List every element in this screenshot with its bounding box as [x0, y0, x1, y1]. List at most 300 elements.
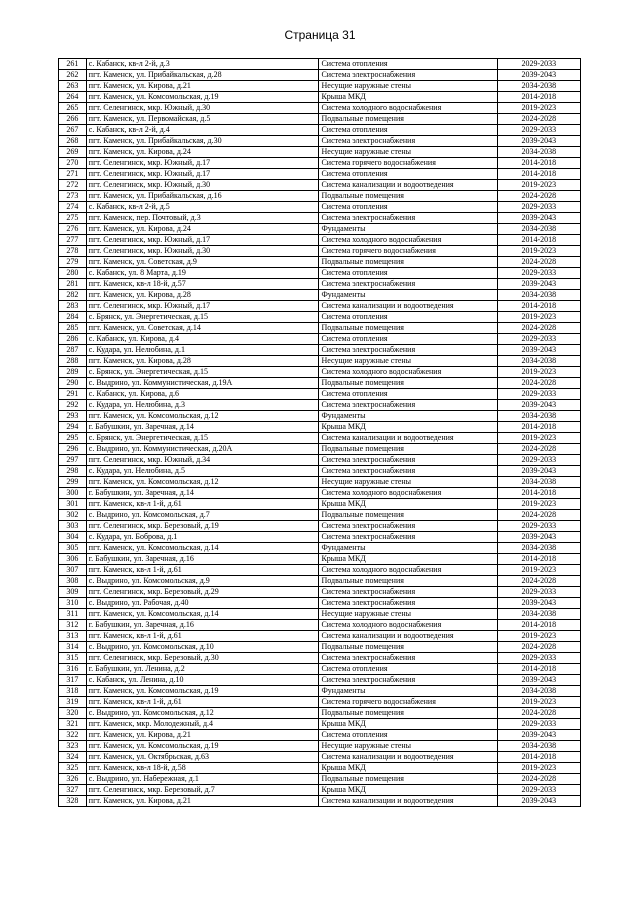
row-number-cell: 318: [59, 686, 87, 697]
period-cell: 2039-2043: [497, 213, 580, 224]
address-cell: с. Кабанск, ул. Кирова, д.6: [86, 389, 319, 400]
system-cell: Система электроснабжения: [319, 521, 497, 532]
period-cell: 2019-2023: [497, 433, 580, 444]
system-cell: Система отопления: [319, 730, 497, 741]
period-cell: 2019-2023: [497, 763, 580, 774]
row-number-cell: 282: [59, 290, 87, 301]
system-cell: Система электроснабжения: [319, 136, 497, 147]
table-row: [59, 169, 581, 180]
system-cell: Подвальные помещения: [319, 510, 497, 521]
address-cell: с. Брянск, ул. Энергетическая, д.15: [86, 367, 319, 378]
table-row: [59, 356, 581, 367]
period-cell: 2029-2033: [497, 785, 580, 796]
system-cell: Крыша МКД: [319, 763, 497, 774]
row-number-cell: 265: [59, 103, 87, 114]
period-cell: 2034-2038: [497, 741, 580, 752]
table-row: [59, 576, 581, 587]
address-cell: пгт. Селенгинск, мкр. Южный, д.30: [86, 180, 319, 191]
address-cell: пгт. Каменск, ул. Кирова, д.21: [86, 730, 319, 741]
table-row: [59, 147, 581, 158]
system-cell: Система электроснабжения: [319, 455, 497, 466]
table-row: [59, 455, 581, 466]
address-cell: пгт. Каменск, мкр. Молодежный, д.4: [86, 719, 319, 730]
row-number-cell: 262: [59, 70, 87, 81]
table-row: [59, 59, 581, 70]
row-number-cell: 267: [59, 125, 87, 136]
address-cell: с. Кабанск, ул. Ленина, д.10: [86, 675, 319, 686]
table-row: [59, 235, 581, 246]
table-row: [59, 532, 581, 543]
row-number-cell: 279: [59, 257, 87, 268]
table-row: [59, 279, 581, 290]
work-schedule-table: [58, 58, 581, 807]
row-number-cell: 326: [59, 774, 87, 785]
table-row: [59, 466, 581, 477]
table-row: [59, 554, 581, 565]
table-body: [59, 59, 581, 807]
table-row: [59, 411, 581, 422]
address-cell: пгт. Каменск, ул. Кирова, д.21: [86, 81, 319, 92]
row-number-cell: 270: [59, 158, 87, 169]
system-cell: Фундаменты: [319, 224, 497, 235]
system-cell: Система канализации и водоотведения: [319, 433, 497, 444]
table-row: [59, 477, 581, 488]
table-row: [59, 444, 581, 455]
table-row: [59, 224, 581, 235]
row-number-cell: 297: [59, 455, 87, 466]
system-cell: Система отопления: [319, 268, 497, 279]
table-row: [59, 202, 581, 213]
table-row: [59, 785, 581, 796]
system-cell: Система электроснабжения: [319, 466, 497, 477]
row-number-cell: 292: [59, 400, 87, 411]
system-cell: Крыша МКД: [319, 499, 497, 510]
system-cell: Система холодного водоснабжения: [319, 565, 497, 576]
system-cell: Система горячего водоснабжения: [319, 697, 497, 708]
address-cell: с. Кудара, ул. Нелюбина, д.1: [86, 345, 319, 356]
system-cell: Подвальные помещения: [319, 191, 497, 202]
page-title: Страница 31: [284, 28, 356, 42]
address-cell: с. Кабанск, ул. 8 Марта, д.19: [86, 268, 319, 279]
row-number-cell: 293: [59, 411, 87, 422]
address-cell: с. Выдрино, ул. Коммунистическая, д.19А: [86, 378, 319, 389]
table-row: [59, 664, 581, 675]
row-number-cell: 325: [59, 763, 87, 774]
row-number-cell: 289: [59, 367, 87, 378]
system-cell: Фундаменты: [319, 290, 497, 301]
address-cell: пгт. Селенгинск, мкр. Березовый, д.7: [86, 785, 319, 796]
period-cell: 2024-2028: [497, 708, 580, 719]
address-cell: пгт. Селенгинск, мкр. Южный, д.34: [86, 455, 319, 466]
row-number-cell: 316: [59, 664, 87, 675]
period-cell: 2019-2023: [497, 180, 580, 191]
row-number-cell: 304: [59, 532, 87, 543]
address-cell: пгт. Каменск, ул. Кирова, д.28: [86, 290, 319, 301]
system-cell: Система отопления: [319, 202, 497, 213]
system-cell: Система канализации и водоотведения: [319, 631, 497, 642]
system-cell: Несущие наружные стены: [319, 356, 497, 367]
row-number-cell: 298: [59, 466, 87, 477]
system-cell: Крыша МКД: [319, 92, 497, 103]
system-cell: Система канализации и водоотведения: [319, 752, 497, 763]
period-cell: 2014-2018: [497, 92, 580, 103]
system-cell: Система холодного водоснабжения: [319, 620, 497, 631]
table-row: [59, 653, 581, 664]
address-cell: пгт. Каменск, ул. Кирова, д.24: [86, 224, 319, 235]
row-number-cell: 324: [59, 752, 87, 763]
table-row: [59, 389, 581, 400]
system-cell: Крыша МКД: [319, 554, 497, 565]
row-number-cell: 281: [59, 279, 87, 290]
period-cell: 2019-2023: [497, 367, 580, 378]
table-row: [59, 136, 581, 147]
address-cell: с. Кабанск, кв-л 2-й, д.5: [86, 202, 319, 213]
table-row: [59, 774, 581, 785]
system-cell: Система холодного водоснабжения: [319, 103, 497, 114]
system-cell: Крыша МКД: [319, 719, 497, 730]
system-cell: Система электроснабжения: [319, 675, 497, 686]
period-cell: 2039-2043: [497, 70, 580, 81]
row-number-cell: 288: [59, 356, 87, 367]
period-cell: 2029-2033: [497, 268, 580, 279]
address-cell: с. Кудара, ул. Нелюбина, д.3: [86, 400, 319, 411]
address-cell: пгт. Каменск, ул. Комсомольская, д.19: [86, 92, 319, 103]
system-cell: Несущие наружные стены: [319, 81, 497, 92]
address-cell: с. Брянск, ул. Энергетическая, д.15: [86, 312, 319, 323]
period-cell: 2019-2023: [497, 499, 580, 510]
period-cell: 2024-2028: [497, 323, 580, 334]
address-cell: пгт. Каменск, ул. Прибайкальская, д.30: [86, 136, 319, 147]
table-row: [59, 92, 581, 103]
table-row: [59, 587, 581, 598]
table-row: [59, 81, 581, 92]
period-cell: 2034-2038: [497, 290, 580, 301]
system-cell: Система электроснабжения: [319, 345, 497, 356]
table-row: [59, 125, 581, 136]
system-cell: Подвальные помещения: [319, 576, 497, 587]
period-cell: 2014-2018: [497, 422, 580, 433]
system-cell: Система канализации и водоотведения: [319, 796, 497, 807]
system-cell: Несущие наружные стены: [319, 609, 497, 620]
system-cell: Система электроснабжения: [319, 587, 497, 598]
row-number-cell: 300: [59, 488, 87, 499]
address-cell: пгт. Каменск, ул. Комсомольская, д.12: [86, 411, 319, 422]
period-cell: 2034-2038: [497, 686, 580, 697]
system-cell: Подвальные помещения: [319, 444, 497, 455]
row-number-cell: 280: [59, 268, 87, 279]
system-cell: Система отопления: [319, 125, 497, 136]
system-cell: Система канализации и водоотведения: [319, 180, 497, 191]
row-number-cell: 261: [59, 59, 87, 70]
address-cell: с. Выдрино, ул. Комсомольская, д.9: [86, 576, 319, 587]
system-cell: Система электроснабжения: [319, 213, 497, 224]
period-cell: 2024-2028: [497, 114, 580, 125]
period-cell: 2029-2033: [497, 125, 580, 136]
period-cell: 2039-2043: [497, 598, 580, 609]
table-row: [59, 730, 581, 741]
row-number-cell: 294: [59, 422, 87, 433]
address-cell: с. Брянск, ул. Энергетическая, д.15: [86, 433, 319, 444]
table-row: [59, 488, 581, 499]
period-cell: 2039-2043: [497, 345, 580, 356]
table-row: [59, 521, 581, 532]
row-number-cell: 264: [59, 92, 87, 103]
address-cell: пгт. Каменск, кв-л 1-й, д.61: [86, 631, 319, 642]
table-row: [59, 158, 581, 169]
row-number-cell: 273: [59, 191, 87, 202]
period-cell: 2039-2043: [497, 796, 580, 807]
address-cell: с. Кудара, ул. Боброва, д.1: [86, 532, 319, 543]
row-number-cell: 328: [59, 796, 87, 807]
address-cell: с. Выдрино, ул. Рабочая, д.40: [86, 598, 319, 609]
period-cell: 2029-2033: [497, 389, 580, 400]
row-number-cell: 309: [59, 587, 87, 598]
period-cell: 2039-2043: [497, 675, 580, 686]
table-row: [59, 268, 581, 279]
system-cell: Система холодного водоснабжения: [319, 488, 497, 499]
address-cell: пгт. Селенгинск, мкр. Южный, д.17: [86, 235, 319, 246]
table-row: [59, 796, 581, 807]
table-row: [59, 114, 581, 125]
address-cell: с. Выдрино, ул. Набережная, д.1: [86, 774, 319, 785]
table-row: [59, 609, 581, 620]
table-row: [59, 642, 581, 653]
table-row: [59, 675, 581, 686]
table-row: [59, 180, 581, 191]
period-cell: 2024-2028: [497, 576, 580, 587]
row-number-cell: 283: [59, 301, 87, 312]
system-cell: Система электроснабжения: [319, 598, 497, 609]
table-row: [59, 312, 581, 323]
table-row: [59, 697, 581, 708]
table-row: [59, 763, 581, 774]
table-row: [59, 422, 581, 433]
address-cell: пгт. Селенгинск, мкр. Южный, д.17: [86, 169, 319, 180]
period-cell: 2024-2028: [497, 378, 580, 389]
table-row: [59, 565, 581, 576]
address-cell: пгт. Каменск, кв-л 1-й, д.61: [86, 499, 319, 510]
period-cell: 2024-2028: [497, 257, 580, 268]
system-cell: Несущие наружные стены: [319, 147, 497, 158]
system-cell: Подвальные помещения: [319, 642, 497, 653]
system-cell: Подвальные помещения: [319, 774, 497, 785]
table-row: [59, 708, 581, 719]
period-cell: 2034-2038: [497, 411, 580, 422]
period-cell: 2014-2018: [497, 169, 580, 180]
system-cell: Система электроснабжения: [319, 279, 497, 290]
address-cell: пгт. Каменск, ул. Советская, д.9: [86, 257, 319, 268]
system-cell: Система электроснабжения: [319, 653, 497, 664]
system-cell: Система отопления: [319, 312, 497, 323]
system-cell: Фундаменты: [319, 543, 497, 554]
table-row: [59, 367, 581, 378]
row-number-cell: 305: [59, 543, 87, 554]
row-number-cell: 291: [59, 389, 87, 400]
period-cell: 2034-2038: [497, 356, 580, 367]
table-row: [59, 752, 581, 763]
row-number-cell: 290: [59, 378, 87, 389]
period-cell: 2014-2018: [497, 301, 580, 312]
address-cell: г. Бабушкин, ул. Заречная, д.14: [86, 488, 319, 499]
period-cell: 2014-2018: [497, 158, 580, 169]
address-cell: г. Бабушкин, ул. Заречная, д.16: [86, 554, 319, 565]
row-number-cell: 323: [59, 741, 87, 752]
table-row: [59, 70, 581, 81]
period-cell: 2014-2018: [497, 620, 580, 631]
address-cell: пгт. Каменск, ул. Прибайкальская, д.16: [86, 191, 319, 202]
period-cell: 2039-2043: [497, 136, 580, 147]
row-number-cell: 307: [59, 565, 87, 576]
period-cell: 2029-2033: [497, 59, 580, 70]
system-cell: Подвальные помещения: [319, 378, 497, 389]
period-cell: 2034-2038: [497, 147, 580, 158]
row-number-cell: 276: [59, 224, 87, 235]
row-number-cell: 272: [59, 180, 87, 191]
row-number-cell: 275: [59, 213, 87, 224]
period-cell: 2019-2023: [497, 103, 580, 114]
row-number-cell: 302: [59, 510, 87, 521]
row-number-cell: 327: [59, 785, 87, 796]
period-cell: 2034-2038: [497, 81, 580, 92]
system-cell: Фундаменты: [319, 686, 497, 697]
address-cell: с. Выдрино, ул. Коммунистическая, д.20А: [86, 444, 319, 455]
system-cell: Система электроснабжения: [319, 70, 497, 81]
address-cell: г. Бабушкин, ул. Заречная, д.14: [86, 422, 319, 433]
system-cell: Система холодного водоснабжения: [319, 367, 497, 378]
address-cell: пгт. Каменск, ул. Комсомольская, д.19: [86, 686, 319, 697]
table-row: [59, 378, 581, 389]
period-cell: 2019-2023: [497, 631, 580, 642]
table-row: [59, 620, 581, 631]
table-row: [59, 323, 581, 334]
period-cell: 2024-2028: [497, 510, 580, 521]
address-cell: г. Бабушкин, ул. Заречная, д.16: [86, 620, 319, 631]
row-number-cell: 314: [59, 642, 87, 653]
period-cell: 2024-2028: [497, 444, 580, 455]
table-row: [59, 103, 581, 114]
row-number-cell: 322: [59, 730, 87, 741]
row-number-cell: 315: [59, 653, 87, 664]
row-number-cell: 274: [59, 202, 87, 213]
table-row: [59, 301, 581, 312]
period-cell: 2029-2033: [497, 521, 580, 532]
address-cell: пгт. Селенгинск, мкр. Южный, д.30: [86, 246, 319, 257]
period-cell: 2034-2038: [497, 543, 580, 554]
period-cell: 2029-2033: [497, 653, 580, 664]
period-cell: 2019-2023: [497, 565, 580, 576]
address-cell: пгт. Каменск, ул. Кирова, д.28: [86, 356, 319, 367]
row-number-cell: 310: [59, 598, 87, 609]
address-cell: г. Бабушкин, ул. Ленина, д.2: [86, 664, 319, 675]
row-number-cell: 319: [59, 697, 87, 708]
period-cell: 2014-2018: [497, 664, 580, 675]
table-row: [59, 213, 581, 224]
row-number-cell: 266: [59, 114, 87, 125]
row-number-cell: 278: [59, 246, 87, 257]
row-number-cell: 303: [59, 521, 87, 532]
table-row: [59, 741, 581, 752]
row-number-cell: 271: [59, 169, 87, 180]
table-row: [59, 257, 581, 268]
system-cell: Система отопления: [319, 59, 497, 70]
period-cell: 2029-2033: [497, 455, 580, 466]
system-cell: Несущие наружные стены: [319, 477, 497, 488]
table-row: [59, 400, 581, 411]
system-cell: Система отопления: [319, 169, 497, 180]
address-cell: с. Кабанск, кв-л 2-й, д.4: [86, 125, 319, 136]
row-number-cell: 287: [59, 345, 87, 356]
row-number-cell: 299: [59, 477, 87, 488]
system-cell: Система отопления: [319, 389, 497, 400]
row-number-cell: 306: [59, 554, 87, 565]
system-cell: Система отопления: [319, 334, 497, 345]
system-cell: Система электроснабжения: [319, 532, 497, 543]
address-cell: пгт. Каменск, ул. Кирова, д.21: [86, 796, 319, 807]
table-row: [59, 334, 581, 345]
address-cell: пгт. Каменск, ул. Комсомольская, д.19: [86, 741, 319, 752]
row-number-cell: 277: [59, 235, 87, 246]
address-cell: пгт. Каменск, кв-л 18-й, д.57: [86, 279, 319, 290]
row-number-cell: 269: [59, 147, 87, 158]
period-cell: 2034-2038: [497, 609, 580, 620]
period-cell: 2039-2043: [497, 730, 580, 741]
address-cell: пгт. Каменск, ул. Комсомольская, д.14: [86, 543, 319, 554]
period-cell: 2029-2033: [497, 587, 580, 598]
system-cell: Система отопления: [319, 664, 497, 675]
address-cell: пгт. Каменск, кв-л 18-й, д.58: [86, 763, 319, 774]
period-cell: 2034-2038: [497, 224, 580, 235]
system-cell: Система горячего водоснабжения: [319, 158, 497, 169]
address-cell: пгт. Селенгинск, мкр. Березовый, д.30: [86, 653, 319, 664]
address-cell: пгт. Каменск, ул. Комсомольская, д.14: [86, 609, 319, 620]
period-cell: 2014-2018: [497, 554, 580, 565]
system-cell: Несущие наружные стены: [319, 741, 497, 752]
period-cell: 2029-2033: [497, 202, 580, 213]
table-row: [59, 290, 581, 301]
address-cell: пгт. Каменск, пер. Почтовый, д.3: [86, 213, 319, 224]
system-cell: Система канализации и водоотведения: [319, 301, 497, 312]
row-number-cell: 296: [59, 444, 87, 455]
system-cell: Подвальные помещения: [319, 114, 497, 125]
row-number-cell: 284: [59, 312, 87, 323]
table-row: [59, 543, 581, 554]
system-cell: Подвальные помещения: [319, 708, 497, 719]
address-cell: пгт. Каменск, ул. Прибайкальская, д.28: [86, 70, 319, 81]
address-cell: с. Кабанск, кв-л 2-й, д.3: [86, 59, 319, 70]
row-number-cell: 313: [59, 631, 87, 642]
row-number-cell: 320: [59, 708, 87, 719]
row-number-cell: 286: [59, 334, 87, 345]
period-cell: 2019-2023: [497, 312, 580, 323]
table-row: [59, 345, 581, 356]
period-cell: 2039-2043: [497, 279, 580, 290]
address-cell: с. Выдрино, ул. Комсомольская, д.12: [86, 708, 319, 719]
period-cell: 2029-2033: [497, 719, 580, 730]
system-cell: Подвальные помещения: [319, 257, 497, 268]
row-number-cell: 312: [59, 620, 87, 631]
period-cell: 2034-2038: [497, 477, 580, 488]
period-cell: 2014-2018: [497, 488, 580, 499]
system-cell: Система горячего водоснабжения: [319, 246, 497, 257]
address-cell: пгт. Каменск, ул. Советская, д.14: [86, 323, 319, 334]
period-cell: 2024-2028: [497, 642, 580, 653]
table-row: [59, 499, 581, 510]
address-cell: с. Кабанск, ул. Кирова, д.4: [86, 334, 319, 345]
system-cell: Подвальные помещения: [319, 323, 497, 334]
row-number-cell: 295: [59, 433, 87, 444]
period-cell: 2039-2043: [497, 466, 580, 477]
address-cell: пгт. Каменск, кв-л 1-й, д.61: [86, 565, 319, 576]
